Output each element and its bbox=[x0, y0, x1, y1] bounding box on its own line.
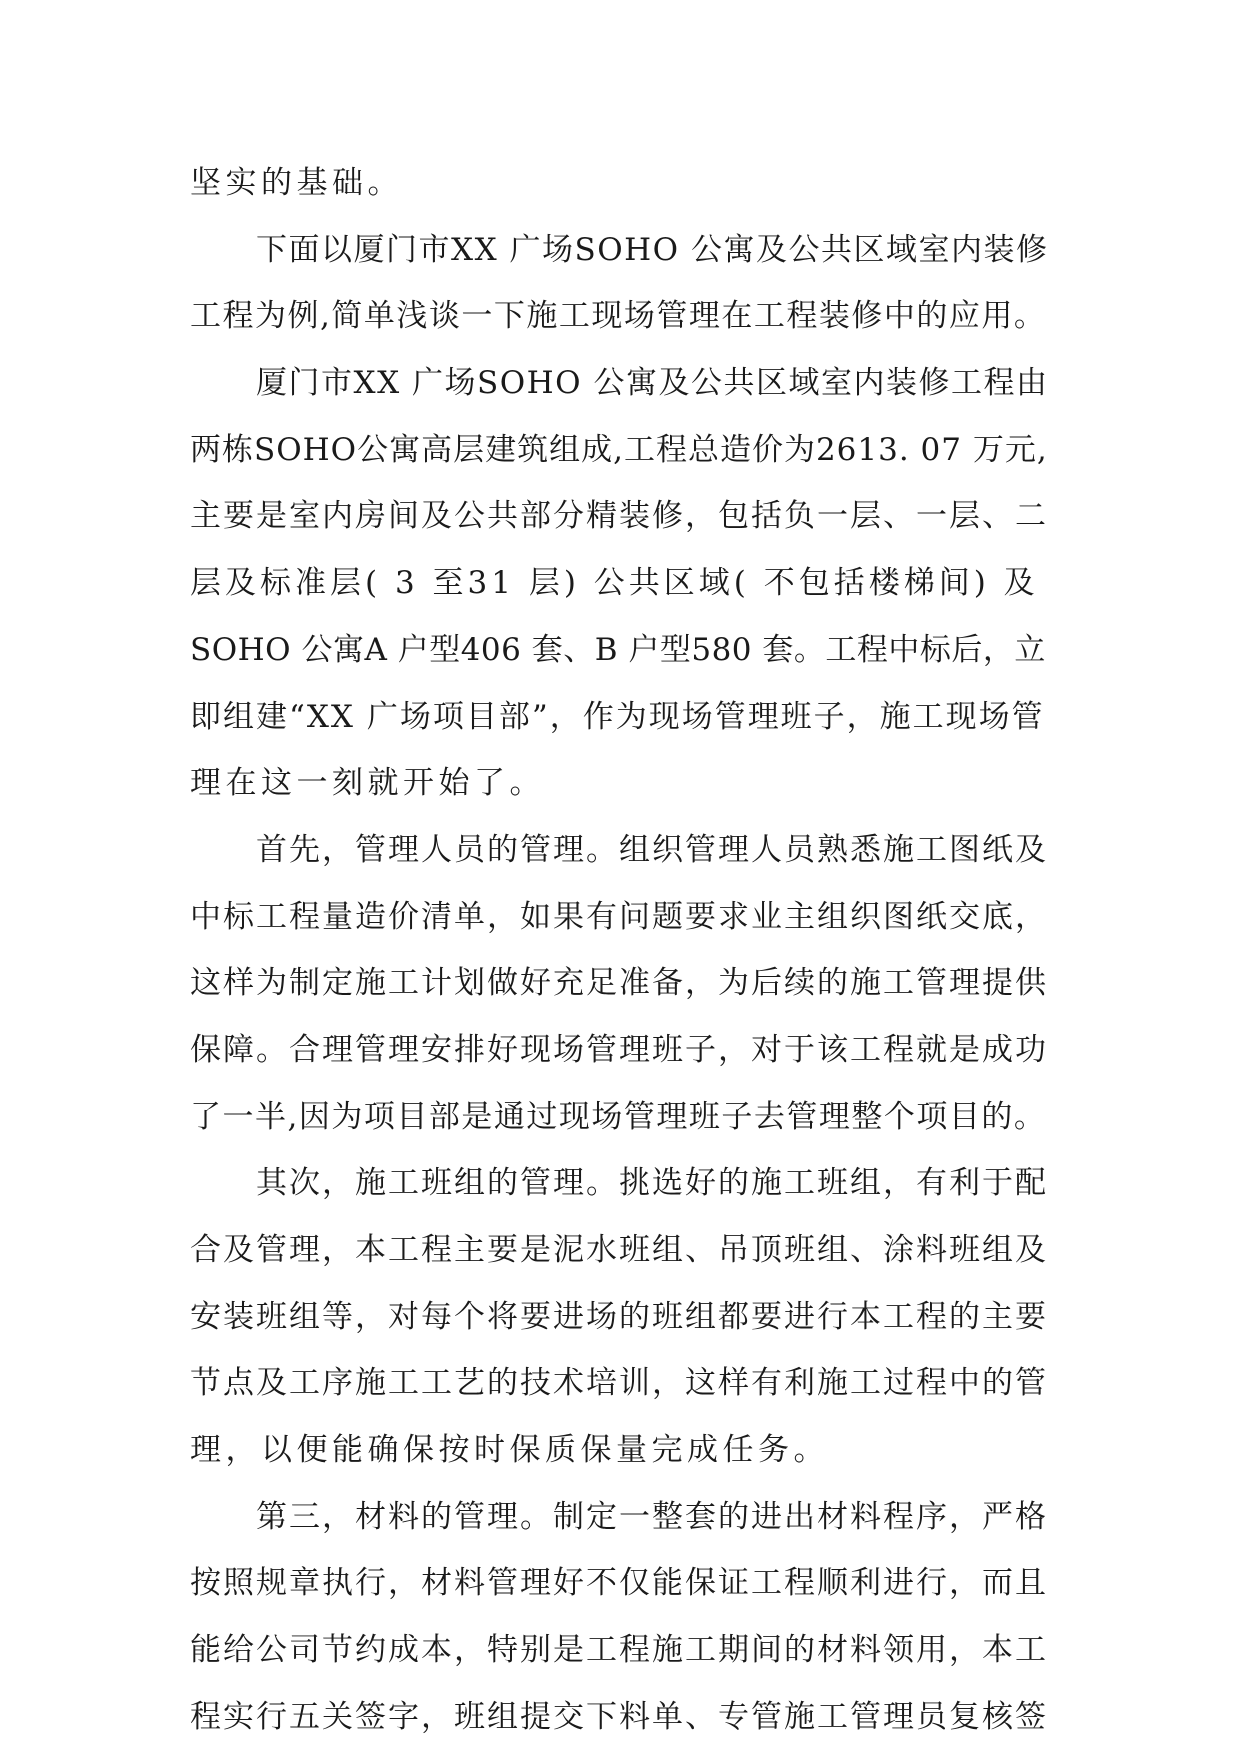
text-line: 保障。合理管理安排好现场管理班子，对于该工程就是成功 bbox=[190, 1031, 1048, 1068]
paragraph-start-line: 首先，管理人员的管理。组织管理人员熟悉施工图纸及 bbox=[256, 831, 1048, 868]
text-line: 即组建“XX 广场项目部”，作为现场管理班子，施工现场管 bbox=[190, 698, 1045, 735]
text-line: 按照规章执行，材料管理好不仅能保证工程顺利进行，而且 bbox=[190, 1565, 1048, 1602]
text-line: 工程为例,简单浅谈一下施工现场管理在工程装修中的应用。 bbox=[190, 298, 1047, 335]
text-line: 能给公司节约成本，特别是工程施工期间的材料领用，本工 bbox=[190, 1632, 1048, 1669]
text-line: 两栋SOHO公寓高层建筑组成,工程总造价为2613. 07 万元, bbox=[190, 431, 1048, 468]
paragraph-start-line: 下面以厦门市XX 广场SOHO 公寓及公共区域室内装修 bbox=[256, 231, 1049, 268]
text-line: 中标工程量造价清单，如果有问题要求业主组织图纸交底， bbox=[190, 898, 1048, 935]
paragraph-start-line: 厦门市XX 广场SOHO 公寓及公共区域室内装修工程由 bbox=[256, 365, 1049, 402]
text-line: 层及标准层( 3 至31 层) 公共区域( 不包括楼梯间) 及 bbox=[190, 565, 1039, 602]
text-line: 程实行五关签字，班组提交下料单、专管施工管理员复核签 bbox=[190, 1698, 1048, 1735]
text-line: 坚实的基础。 bbox=[190, 165, 403, 201]
document-body bbox=[190, 150, 1050, 1751]
paragraph-start-line: 第三，材料的管理。制定一整套的进出材料程序，严格 bbox=[256, 1498, 1048, 1535]
text-line: 安装班组等，对每个将要进场的班组都要进行本工程的主要 bbox=[190, 1298, 1048, 1335]
text-line: 节点及工序施工工艺的技术培训，这样有利施工过程中的管 bbox=[190, 1365, 1048, 1402]
text-line: 合及管理，本工程主要是泥水班组、吊顶班组、涂料班组及 bbox=[190, 1232, 1048, 1268]
paragraph-start-line: 其次，施工班组的管理。挑选好的施工班组，有利于配 bbox=[256, 1165, 1048, 1202]
text-line: 主要是室内房间及公共部分精装修，包括负一层、一层、二 bbox=[190, 498, 1048, 535]
text-line: SOHO 公寓A 户型406 套、B 户型580 套。工程中标后，立 bbox=[190, 631, 1046, 668]
text-line: 了一半,因为项目部是通过现场管理班子去管理整个项目的。 bbox=[190, 1098, 1047, 1135]
text-line: 理，以便能确保按时保质保量完成任务。 bbox=[190, 1432, 829, 1469]
text-line: 这样为制定施工计划做好充足准备，为后续的施工管理提供 bbox=[190, 965, 1048, 1002]
text-line: 理在这一刻就开始了。 bbox=[190, 765, 545, 802]
